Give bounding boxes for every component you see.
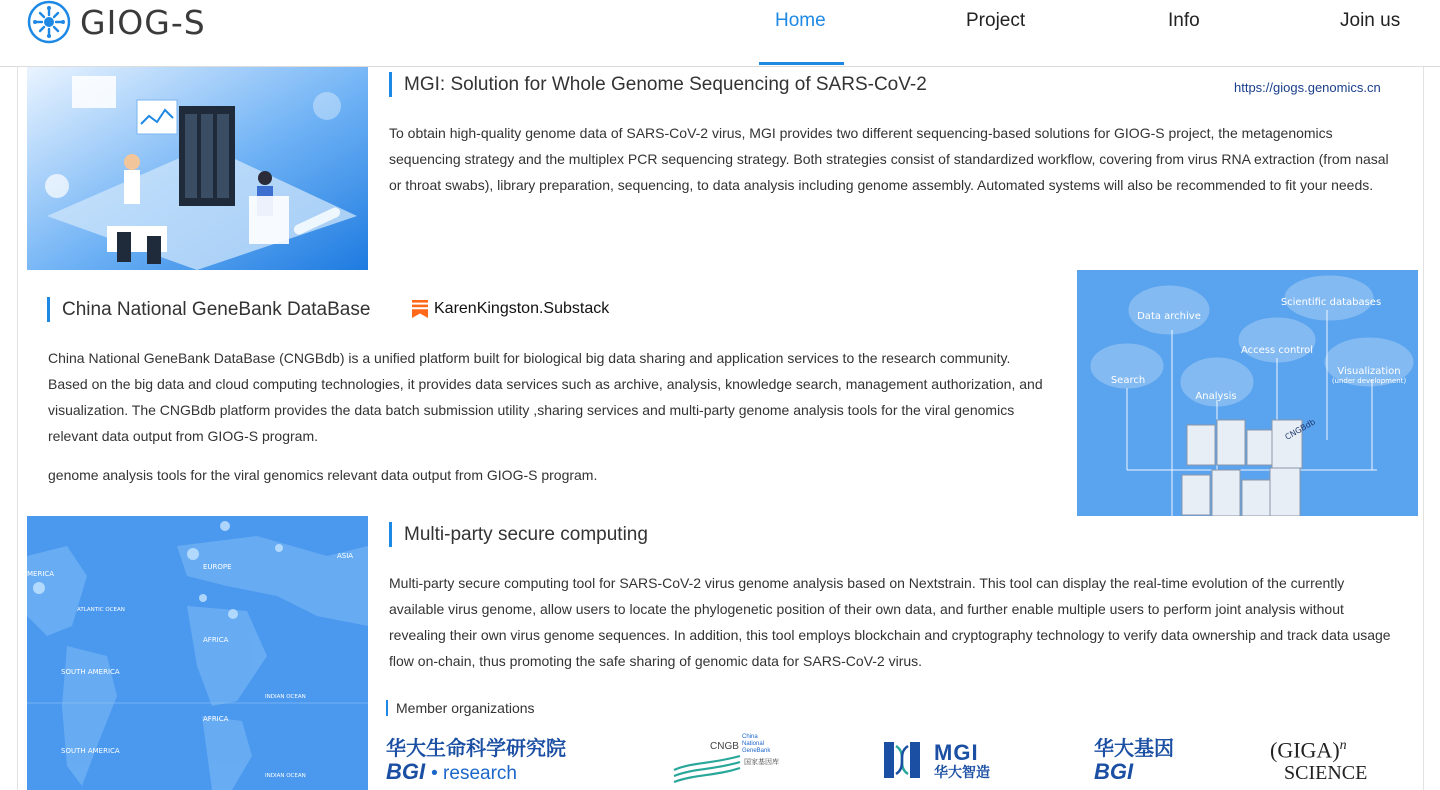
bgi-research-cn: 华大生命科学研究院 — [386, 738, 566, 760]
mpc-section-title — [389, 522, 648, 547]
map-label-south-america-2: SOUTH AMERICA — [61, 747, 120, 755]
nav-join-us[interactable]: Join us — [1340, 10, 1401, 31]
map-label-asia: ASIA — [337, 552, 354, 560]
mpc-paragraph: Multi-party secure computing tool for SARS-CoV-2 virus genome analysis based on Nextstrain. This tool can display the real-time evolution of the currently available virus genome, allow users to locate the phylogenetic position of their own data, and further enable multiple users to perform joint analysis without revealing their own virus genome sequences. In addition, this tool employs blockchain and cryptography technology to verify data ownership and track data usage flow on-chain, thus promoting the safe sharing of genomic data for SARS-CoV-2 virus. — [389, 575, 1391, 669]
mgi-logo[interactable] — [882, 740, 1012, 782]
mgi-cn: 华大智造 — [934, 764, 990, 780]
site-logo[interactable] — [26, 2, 206, 42]
bgi-mark: BGI — [1094, 759, 1134, 784]
diagram-label-visualization-sub: (under development) — [1331, 377, 1407, 385]
cngbdb-diagram-image — [1077, 270, 1418, 516]
cngb-main: CNGB — [710, 741, 739, 752]
nav-project[interactable]: Project — [966, 10, 1026, 31]
diagram-label-search: Search — [1110, 375, 1146, 386]
map-label-africa-2: AFRICA — [203, 715, 229, 723]
mgi-title-text: MGI: Solution for Whole Genome Sequencing of SARS-CoV-2 — [404, 73, 927, 95]
world-map-image — [27, 516, 368, 790]
cngb-paragraph: China National GeneBank DataBase (CNGBdb) is a unified platform built for biological big data sharing and application services to the research community. Based on the big data and cloud computing technologies, it provides data services such as archive, analysis, knowledge search, management authorization, and visualization. The CNGBdb platform provides the data batch submission utility ,sharing services and multi-party genome analysis tools for the viral genomics relevant data output from GIOG-S program. — [48, 350, 1043, 444]
cngb-title-text: China National GeneBank DataBase — [62, 298, 371, 320]
top-navbar — [0, 0, 1440, 67]
title-accent-bar — [47, 297, 50, 322]
cngb-cn: 国家基因库 — [744, 759, 779, 766]
map-label-america: MERICA — [27, 570, 55, 578]
member-organizations-heading — [386, 700, 535, 716]
member-title-text: Member organizations — [396, 700, 535, 716]
title-accent-bar — [389, 72, 392, 97]
giga-top: (GIGA) — [1270, 737, 1340, 763]
lab-illustration-image — [27, 66, 368, 270]
nav-info[interactable]: Info — [1168, 10, 1200, 31]
cngb-paragraph-repeat: genome analysis tools for the viral genomics relevant data output from GIOG-S program. — [48, 467, 598, 483]
title-accent-bar — [389, 522, 392, 547]
virus-logo-icon — [26, 0, 72, 45]
title-accent-bar — [386, 700, 388, 716]
bgi-research-logo[interactable] — [386, 738, 586, 788]
watermark-text: KarenKingston.Substack — [434, 300, 610, 317]
map-label-indian-2: INDIAN OCEAN — [265, 773, 306, 779]
map-label-africa: AFRICA — [203, 636, 229, 644]
map-label-south-america: SOUTH AMERICA — [61, 668, 120, 676]
cngb-side-3: GeneBank — [742, 748, 771, 754]
bgi-research-sub: • research — [431, 763, 517, 784]
mpc-title-text: Multi-party secure computing — [404, 523, 648, 545]
map-label-indian: INDIAN OCEAN — [265, 694, 306, 700]
bgi-research-mark: BGI — [386, 759, 426, 784]
nav-active-indicator — [759, 62, 844, 65]
diagram-label-scientific: Scientific databases — [1280, 297, 1382, 308]
cngb-section-title — [47, 297, 370, 322]
nav-home[interactable]: Home — [775, 10, 826, 31]
cngb-side-2: National — [742, 741, 765, 747]
map-label-atlantic: ATLANTIC OCEAN — [77, 607, 125, 613]
diagram-label-cngbdb: CNGBdb — [1283, 417, 1317, 442]
cngb-side-1: China — [742, 734, 758, 740]
mgi-paragraph: To obtain high-quality genome data of SARS-CoV-2 virus, MGI provides two different sequencing-based solutions for GIOG-S project, the metagenomics sequencing strategy and the multiplex PCR sequencing strategy. Both strategies consist of standardized workflow, covering from virus RNA extraction (from nasal or throat swabs), library preparation, sequencing, to data analysis including genome assembly. Automated systems will also be recommended to fit your needs. — [389, 125, 1389, 193]
giga-sup: n — [1339, 738, 1347, 753]
gigascience-logo[interactable] — [1270, 734, 1410, 786]
diagram-label-archive: Data archive — [1137, 311, 1201, 322]
bgi-cn: 华大基因 — [1094, 738, 1174, 760]
logo-text: GIOG-S — [80, 2, 206, 42]
mgi-dna-icon — [882, 740, 922, 780]
substack-watermark — [412, 300, 609, 318]
cngb-logo[interactable] — [672, 734, 802, 788]
giogs-link[interactable]: https://giogs.genomics.cn — [1234, 80, 1381, 95]
mgi-section-title — [389, 72, 927, 97]
giga-bottom: SCIENCE — [1284, 762, 1368, 785]
diagram-label-access: Access control — [1240, 345, 1314, 356]
bgi-logo[interactable] — [1094, 738, 1204, 786]
map-label-europe: EUROPE — [203, 563, 232, 571]
substack-icon — [412, 300, 428, 318]
diagram-label-analysis: Analysis — [1195, 391, 1237, 402]
mgi-mark: MGI — [934, 740, 979, 765]
diagram-label-visualization: Visualization — [1337, 366, 1401, 377]
